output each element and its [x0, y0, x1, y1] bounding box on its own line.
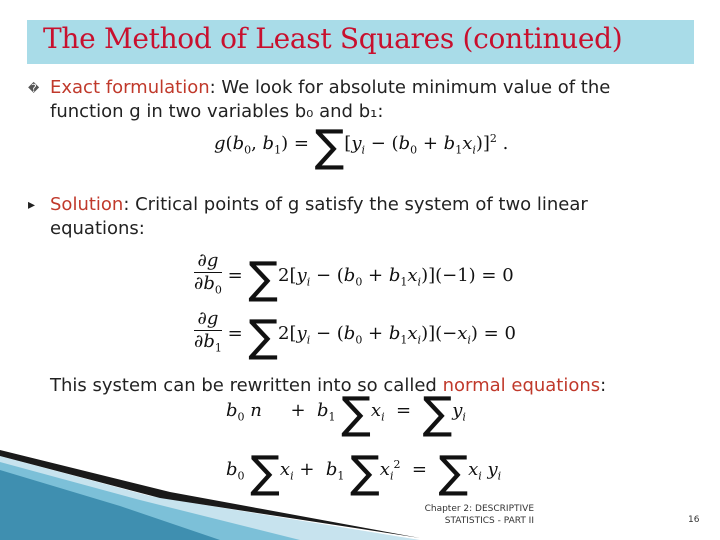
bullet-1-line-2: function g in two variables b₀ and b₁: — [50, 101, 384, 122]
partial-b0-equation: $\frac{\partial g}{\partial b_0}$ = $\sum 2[y_i - (b_0 + b_1x_i)](-1) = 0$ — [194, 250, 514, 304]
page-number: 16 — [688, 515, 700, 525]
normal-equation-1: $b_0$ n + $b_1$ $\sum x_i = \sum y_i$ — [226, 388, 466, 439]
bullet-icon: � — [28, 82, 40, 95]
rewrite-line — [50, 374, 606, 398]
rewrite-text: This system can be rewritten into so called — [50, 375, 443, 396]
decorative-swoosh — [0, 450, 420, 540]
bullet-1-rest: : We look for absolute minimum value of the — [209, 77, 611, 98]
bullet-2-rest: : Critical points of g satisfy the system of two linear — [123, 194, 588, 215]
bullet-2-line-1 — [50, 193, 588, 217]
bullet-1-line-1 — [50, 76, 610, 100]
bullet-2-line-2: equations: — [50, 218, 145, 239]
bullet-2-term: Solution — [50, 194, 124, 215]
footer-chapter: Chapter 2: DESCRIPTIVE STATISTICS - PART II — [424, 504, 534, 526]
normal-equations-term: normal equations — [442, 375, 601, 396]
normal-equation-2: $b_0$ $\sum x_i + b_1$ $\sum x_i^2 = \sum x_i$ $y_i$ — [226, 447, 502, 498]
partial-b1-equation: $\frac{\partial g}{\partial b_1}$ = $\sum 2[y_i - (b_0 + b_1x_i)](-x_i) = 0$ — [194, 308, 516, 362]
objective-equation: $g(b_0$, $b_1) = \sum[y_i - (b_0 + b_1x_i)]^2$ . — [214, 121, 509, 172]
rewrite-colon: : — [600, 375, 607, 396]
bullet-1-term: Exact formulation — [50, 77, 210, 98]
arrow-bullet-icon: ▸ — [28, 197, 36, 213]
slide-title: The Method of Least Squares (continued) — [43, 22, 623, 55]
